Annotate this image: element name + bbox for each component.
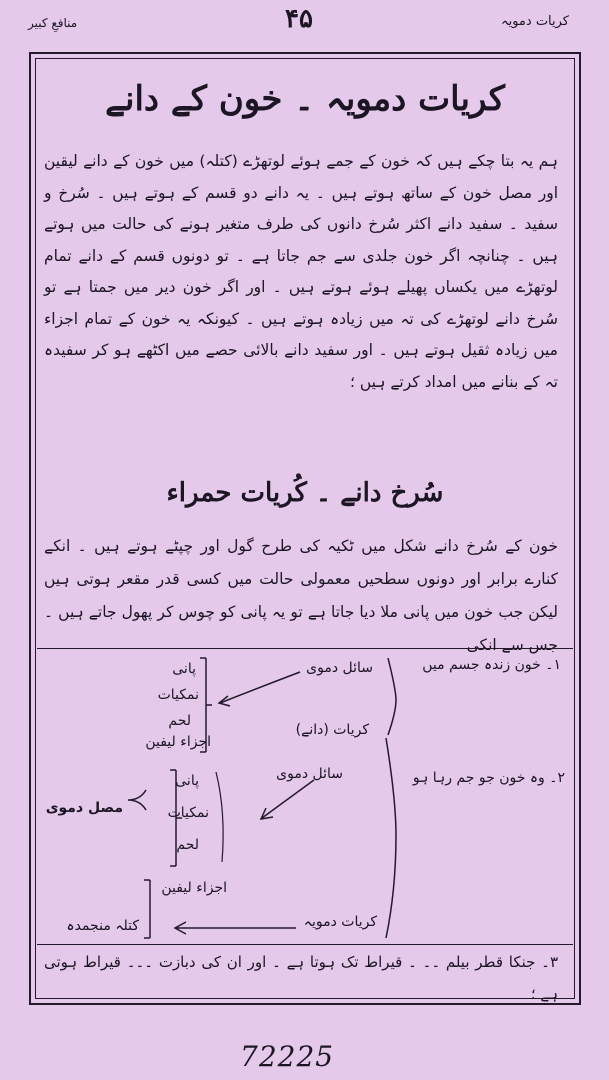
paragraph-dimensions: ۳۔ جنکا قطر بیلم ۔۔ ۔ قیراط تک ہوتا ہے ۔ اور ان کی دبازت ۔۔۔ قیراط ہوتی ہے ؛: [44, 953, 558, 1003]
page-number: ۴۵: [285, 4, 313, 34]
paragraph-red-corpuscles: خون کے سُرخ دانے شکل میں ٹکیہ کی طرح گول اور چپٹے ہوتے ہیں ۔ انکے کنارے برابر اور دونوں سطحیں معمولی حالت میں کسی قدر مقعر ہوتی ہیں لیکن جب خون میں پانی ملا دیا جاتا ہے تو یہ پانی کو چوس کر پھول جاتے ہیں ۔ جس سے انکی: [44, 537, 558, 654]
arrow-fluid-mid: [262, 780, 314, 818]
fibrin-top: اجزاء لیفین: [145, 734, 211, 750]
corpuscles-top: کریات (دانے): [295, 722, 369, 738]
mid-list-salts: نمکیات: [167, 805, 209, 821]
top-list-salts: نمکیات: [157, 687, 199, 703]
mid-list-water: پانی: [175, 773, 199, 789]
arrow-fluid-to-list: [220, 672, 300, 703]
fibrin-bottom: اجزاء لیفین: [161, 880, 227, 896]
serum-label: مصل دموی: [45, 800, 123, 816]
running-header-left: منافعِ کبیر: [28, 16, 78, 30]
top-list-protein: لحم: [168, 713, 191, 729]
label-clotting-blood: ۲۔ وہ خون جو جم رہا ہو: [412, 770, 565, 786]
label-living-body: ۱۔ خون زندہ جسم میں: [422, 657, 561, 673]
running-header-right: کریات دمویہ: [500, 14, 569, 29]
chapter-title: کریات دمویہ ۔ خون کے دانے: [105, 79, 505, 119]
fluid-mid: سائل دموی: [276, 766, 343, 782]
top-list-water: پانی: [172, 661, 196, 677]
corpuscles-bottom: کریات دمویہ: [303, 914, 377, 930]
archive-number: 72225: [240, 1040, 335, 1073]
fluid-top: سائل دموی: [306, 660, 373, 676]
bracket-clotting: [386, 738, 396, 938]
clot-label: کتلہ منجمدہ: [66, 918, 139, 934]
section-heading: سُرخ دانے ۔ کُریات حمراء: [166, 478, 444, 508]
mid-list-protein: لحم: [176, 837, 199, 853]
bracket-living-body: [388, 658, 396, 735]
paragraph-intro: ہم یہ بتا چکے ہیں کہ خون کے جمے ہوئے لوتھڑے (کتلہ) میں خون کے دانے لیقین اور مصل خون کے ساتھ ہوتے ہیں ۔ یہ دانے دو قسم کے ہوتے ہیں ۔ سُرخ و سفید ۔ سفید دانے اکثر سُرخ دانوں کی طرف متغیر ہونے کی حالت میں ہوتے ہیں ۔ چنانچہ اگر خون جلدی سے جم جاتا ہے ۔ تو دونوں قسم کے دانے تمام لوتھڑے میں یکساں پھیلے ہوئے ہوتے ہیں ۔ اور اگر خون دیر میں جمتا ہے تو سُرخ دانے لوتھڑے کی تہ میں زیادہ ہوتے ہیں ۔ کیونکہ یہ خون کے تمام اجزاء میں زیادہ ثقیل ہوتے ہیں ۔ اور سفید دانے بالائی حصے میں اکٹھے ہو کر سفیدہ تہ کے بنانے میں امداد کرتے ہیں ؛: [44, 152, 558, 391]
